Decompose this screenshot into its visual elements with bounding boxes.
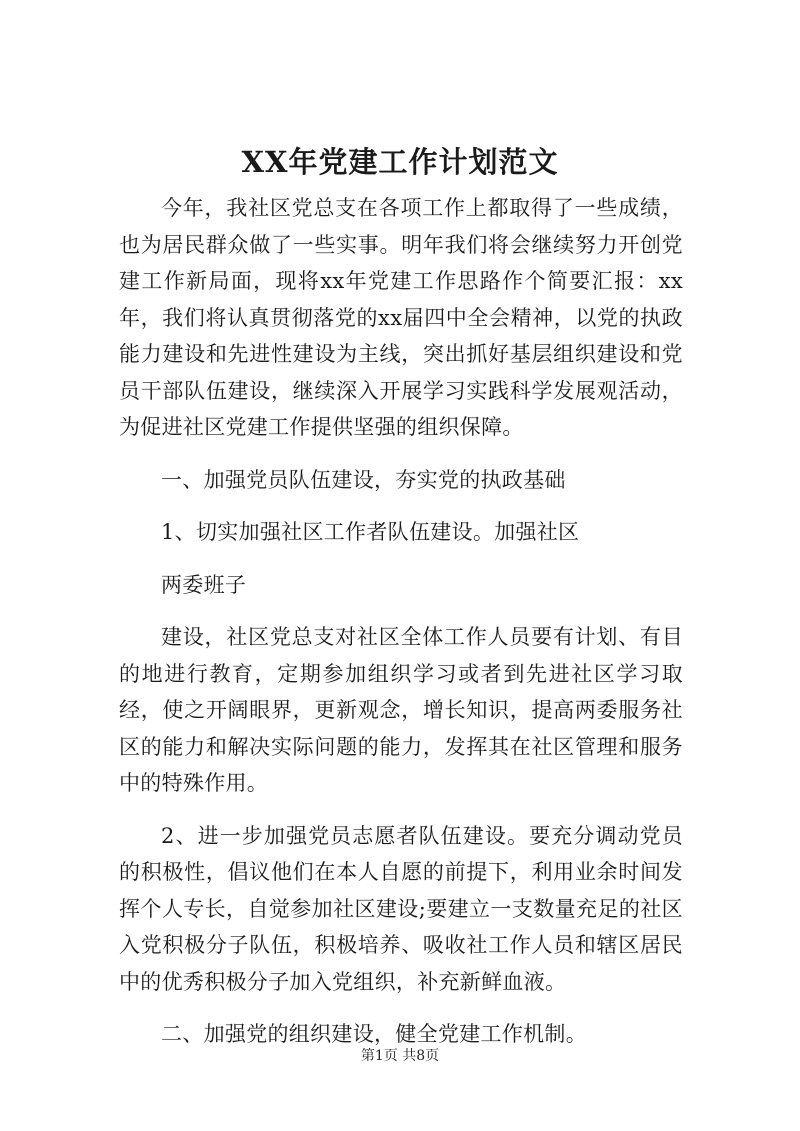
paragraph-intro: 今年，我社区党总支在各项工作上都取得了一些成绩，也为居民群众做了一些实事。明年我们将会继续努力开创党建工作新局面，现将xx年党建工作思路作个简要汇报：xx年，我们将认真贯彻落党的xx届四中全会精神，以党的执政能力建设和先进性建设为主线，突出抓好基层组织建设和党员干部队伍建设，继续深入开展学习实践科学发展观活动，为促进社区党建工作提供坚强的组织保障。 (119, 196, 683, 439)
paragraph-construction: 建设，社区党总支对社区全体工作人员要有计划、有目的地进行教育，定期参加组织学习或者到先进社区学习取经，使之开阔眼界，更新观念，增长知识，提高两委服务社区的能力和解决实际问题的能力，发挥其在社区管理和服务中的特殊作用。 (119, 625, 683, 795)
document-title: XX年党建工作计划范文 (241, 145, 559, 179)
section-heading-1: 一、加强党员队伍建设，夯实党的执政基础 (161, 467, 566, 492)
subheading-1: 1、切实加强社区工作者队伍建设。加强社区 (161, 520, 580, 544)
paragraph-committee: 两委班子 (161, 572, 247, 597)
section-heading-2: 二、加强党的组织建设，健全党建工作机制。 (161, 1022, 587, 1046)
paragraph-volunteers: 2、进一步加强党员志愿者队伍建设。要充分调动党员的积极性，倡议他们在本人自愿的前提下，利用业余时间发挥个人专长，自觉参加社区建设;要建立一支数量充足的社区入党积极分子队伍，积极培养、吸收社工作人员和辖区居民中的优秀积极分子加入党组织，补充新鲜血液。 (119, 823, 683, 994)
page-footer: 第1页 共8页 (360, 1048, 440, 1064)
document-body (119, 190, 683, 1053)
